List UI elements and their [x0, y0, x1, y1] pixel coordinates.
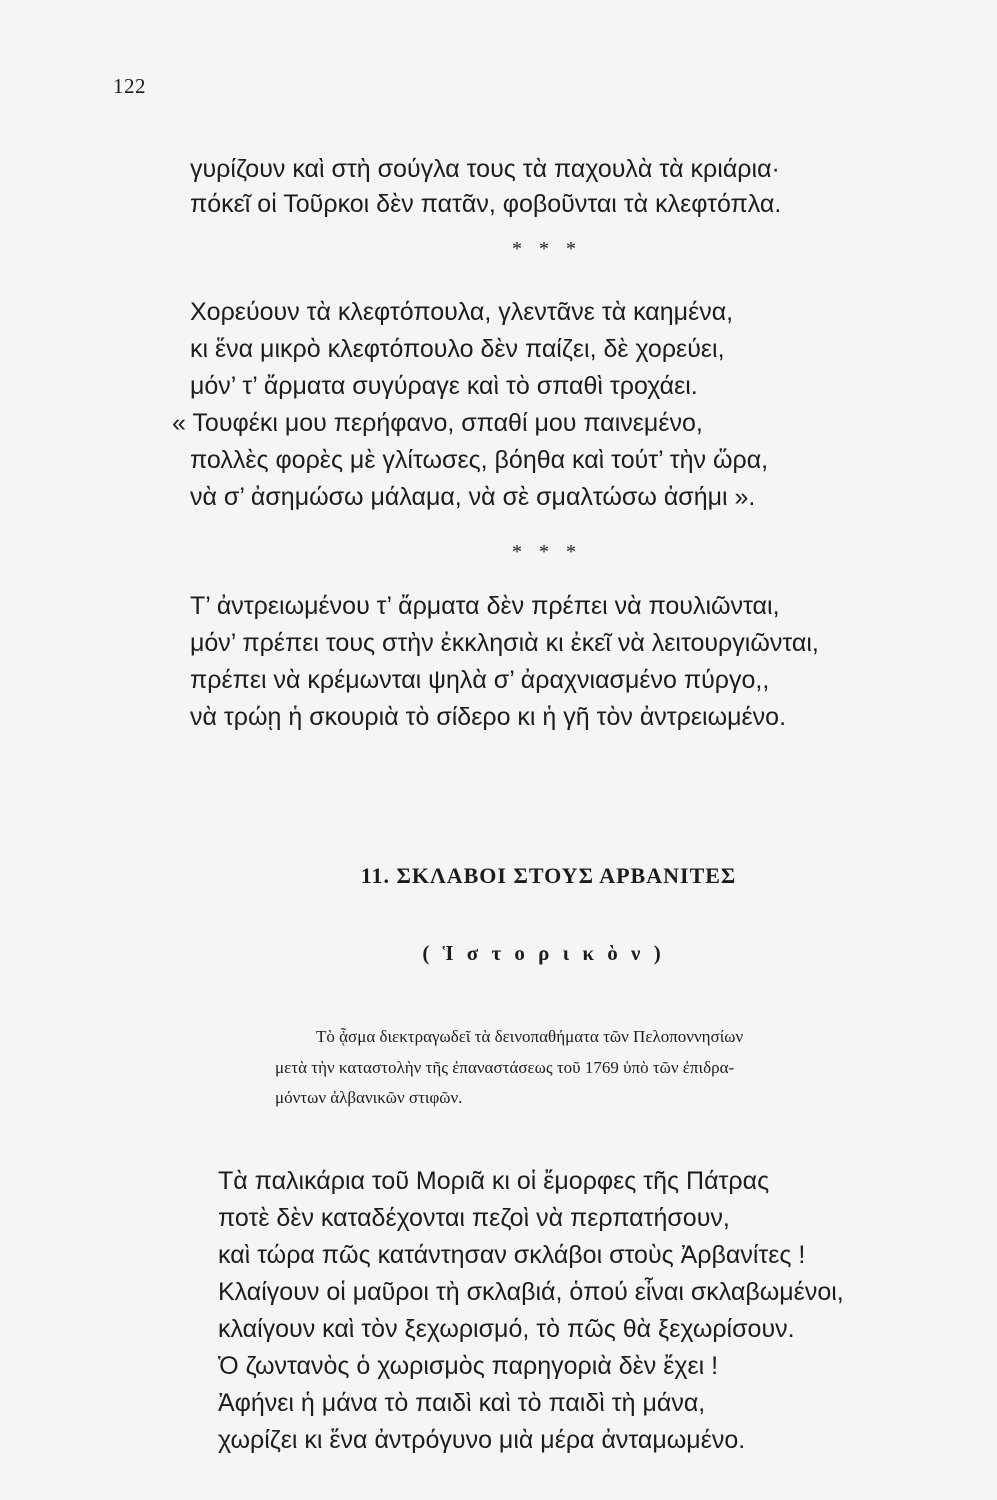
- verse-line: πόκεῖ οἱ Τοῦρκοι δὲν πατᾶν, φοβοῦνται τὰ κλεφτόπλα.: [190, 190, 782, 218]
- page-number: 122: [113, 74, 146, 98]
- section-separator: * * *: [512, 238, 582, 260]
- verse-line: « Τουφέκι μου περήφανο, σπαθί μου παινεμένο,: [172, 409, 703, 437]
- verse-line: νὰ σ’ ἀσημώσω μάλαμα, νὰ σὲ σμαλτώσω ἀσήμι ».: [190, 483, 756, 511]
- verse-line: μόν’ πρέπει τους στὴν ἐκκλησιὰ κι ἐκεῖ νὰ λειτουργιῶνται,: [190, 629, 819, 657]
- verse-line: χωρίζει κι ἕνα ἀντρόγυνο μιὰ μέρα ἀνταμωμένο.: [218, 1426, 746, 1454]
- verse-line: πολλὲς φορὲς μὲ γλίτωσες, βόηθα καὶ τούτ’ τὴν ὥρα,: [190, 446, 769, 474]
- section-title: 11. ΣΚΛΑΒΟΙ ΣΤΟΥΣ ΑΡΒΑΝΙΤΕΣ: [360, 863, 737, 888]
- note-line: Τὸ ᾆσμα διεκτραγωδεῖ τὰ δεινοπαθήματα τῶν Πελοποννησίων: [316, 1027, 744, 1046]
- verse-line: Κλαίγουν οἱ μαῦροι τὴ σκλαβιά, ὁπού εἶναι σκλαβωμένοι,: [218, 1278, 844, 1306]
- verse-line: κι ἕνα μικρὸ κλεφτόπουλο δὲν παίζει, δὲ χορεύει,: [190, 335, 725, 363]
- verse-line: μόν’ τ’ ἄρματα συγύραγε καὶ τὸ σπαθὶ τροχάει.: [190, 372, 698, 400]
- verse-line: Τ’ ἀντρειωμένου τ’ ἄρματα δὲν πρέπει νὰ πουλιῶνται,: [190, 592, 780, 620]
- verse-line: ποτὲ δὲν καταδέχονται πεζοὶ νὰ περπατήσουν,: [218, 1204, 730, 1232]
- verse-line: Τὰ παλικάρια τοῦ Μοριᾶ κι οἱ ἔμορφες τῆς Πάτρας: [218, 1167, 770, 1195]
- note-line: μόντων ἀλβανικῶν στιφῶν.: [275, 1088, 463, 1107]
- verse-line: πρέπει νὰ κρέμωνται ψηλὰ σ’ ἀραχνιασμένο πύργο,,: [190, 666, 770, 694]
- verse-line: καὶ τώρα πῶς κατάντησαν σκλάβοι στοὺς Ἀρβανίτες !: [218, 1241, 806, 1269]
- verse-line: νὰ τρώῃ ἡ σκουριὰ τὸ σίδερο κι ἡ γῆ τὸν ἀντρειωμένο.: [190, 703, 787, 731]
- verse-line: γυρίζουν καὶ στὴ σούγλα τους τὰ παχουλὰ τὰ κριάρια·: [190, 155, 780, 183]
- verse-line: Χορεύουν τὰ κλεφτόπουλα, γλεντᾶνε τὰ καημένα,: [190, 298, 734, 326]
- verse-line: Ὁ ζωντανὸς ὁ χωρισμὸς παρηγοριὰ δὲν ἔχει !: [218, 1352, 719, 1380]
- section-subtitle: ( Ἱ σ τ ο ρ ι κ ὸ ν ): [422, 941, 665, 965]
- section-separator: * * *: [512, 541, 582, 563]
- verse-line: Ἀφήνει ἡ μάνα τὸ παιδὶ καὶ τὸ παιδὶ τὴ μάνα,: [218, 1389, 706, 1417]
- verse-line: κλαίγουν καὶ τὸν ξεχωρισμό, τὸ πῶς θὰ ξεχωρίσουν.: [218, 1315, 795, 1343]
- note-line: μετὰ τὴν καταστολὴν τῆς ἐπαναστάσεως τοῦ 1769 ὑπὸ τῶν ἐπιδρα-: [275, 1058, 735, 1077]
